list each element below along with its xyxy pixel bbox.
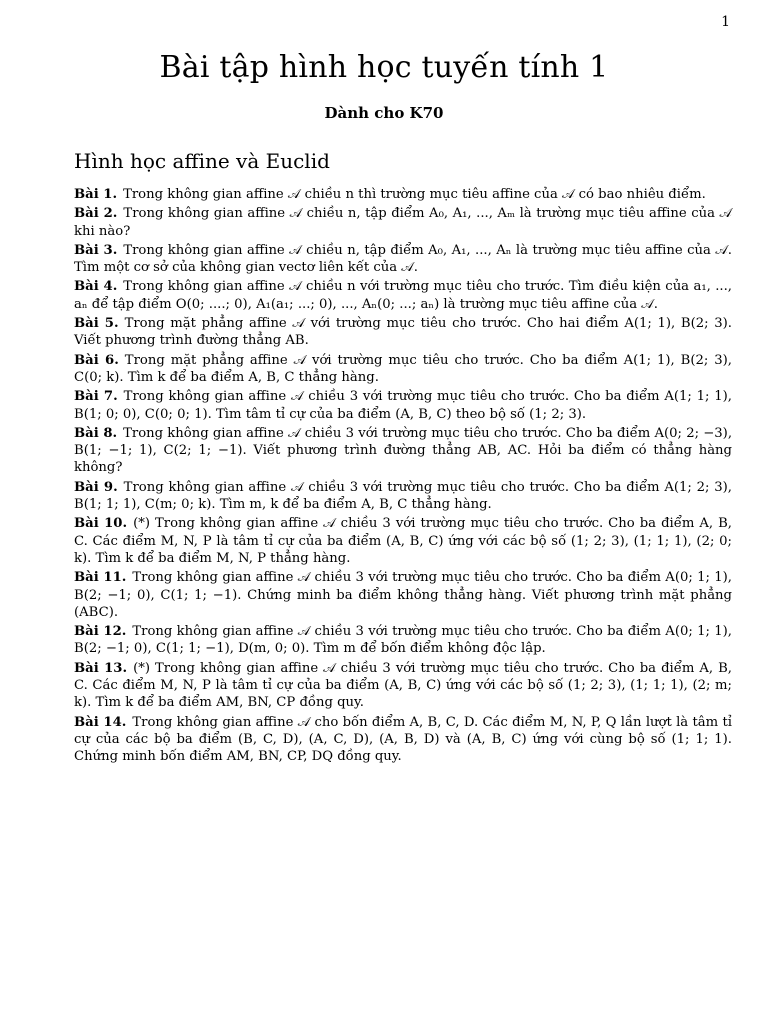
page-number: 1 [721,14,730,30]
exercise-label: Bài 10. [74,516,128,532]
exercise-label: Bài 8. [74,425,118,441]
exercise-item [74,278,732,313]
exercise-text: Trong không gian affine 𝒜 chiều n, tập điểm A₀, A₁, ..., Aₙ là trường mục tiêu affine của 𝒜. Tìm một cơ sở của không gian vectơ liên kết của 𝒜. [74,242,732,276]
exercise-text: Trong không gian affine 𝒜 cho bốn điểm A, B, C, D. Các điểm M, N, P, Q lần lượt là tâm tỉ cự của các bộ ba điểm (B, C, D), (A, C, D), (A, B, D) và (A, B, C) ứng với cùng bộ số (1; 1; 1). Chứng minh bốn điểm AM, BN, CP, DQ đồng quy. [74,714,732,765]
exercise-item [74,205,732,240]
exercise-item [74,623,732,658]
exercise-label: Bài 13. [74,660,128,676]
exercise-item [74,242,732,277]
exercise-item [74,660,732,712]
exercise-item [74,515,732,567]
exercise-label: Bài 6. [74,352,119,368]
exercise-item [74,315,732,350]
document-title: Bài tập hình học tuyến tính 1 [159,50,609,85]
exercise-list [74,186,732,768]
exercise-label: Bài 1. [74,187,118,202]
exercise-item [74,714,732,766]
exercise-text: Trong không gian affine 𝒜 chiều 3 với trường mục tiêu cho trước. Cho ba điểm A(0; 2; −3), B(1; −1; 1), C(2; 1; −1). Viết phương trình đường thẳng AB, AC. Hỏi ba điểm có thẳng hàng không? [74,425,733,476]
exercise-text: Trong không gian affine 𝒜 chiều n với trường mục tiêu cho trước. Tìm điều kiện của a₁, ..., aₙ để tập điểm O(0; ....; 0), A₁(a₁; ...; 0), ..., Aₙ(0; ...; aₙ) là trường mục tiêu affine của 𝒜. [74,279,733,312]
exercise-text: (*) Trong không gian affine 𝒜 chiều 3 với trường mục tiêu cho trước. Cho ba điểm A, B, C. Các điểm M, N, P là tâm tỉ cự của ba điểm (A, B, C) ứng với các bộ số (1; 2; 3), (1; 1; 1), (2; m; k). Tìm k để ba điểm AM, BN, CP đồng quy. [74,660,732,711]
exercise-text: Trong không gian affine 𝒜 chiều 3 với trường mục tiêu cho trước. Cho ba điểm A(1; 2; 3), B(1; 1; 1), C(m; 0; k). Tìm m, k để ba điểm A, B, C thẳng hàng. [74,479,733,513]
exercise-text: (*) Trong không gian affine 𝒜 chiều 3 với trường mục tiêu cho trước. Cho ba điểm A, B, C. Các điểm M, N, P là tâm tỉ cự của ba điểm (A, B, C) ứng với các bộ số (1; 2; 3), (1; 1; 1), (2; 0; k). Tìm k để ba điểm M, N, P thẳng hàng. [74,516,732,566]
exercise-item [74,479,732,514]
exercise-item [74,352,732,387]
exercise-label: Bài 3. [74,242,118,258]
exercise-label: Bài 12. [74,624,127,640]
exercise-label: Bài 5. [74,316,119,332]
exercise-item [74,425,732,477]
exercise-text: Trong không gian affine 𝒜 chiều 3 với trường mục tiêu cho trước. Cho ba điểm A(0; 1; 1), B(2; −1; 0), C(1; 1; −1), D(m, 0; 0). Tìm m để bốn điểm không độc lập. [74,624,732,657]
exercise-item [74,569,732,621]
exercise-label: Bài 2. [74,206,118,222]
exercise-item [74,186,732,203]
exercise-label: Bài 11. [74,570,127,586]
exercise-text: Trong không gian affine 𝒜 chiều n, tập điểm A₀, A₁, ..., Aₘ là trường mục tiêu affine của 𝒜 khi nào? [74,206,732,239]
section-title: Hình học affine và Euclid [74,149,330,173]
exercise-item [74,388,732,423]
exercise-text: Trong mặt phẳng affine 𝒜 với trường mục tiêu cho trước. Cho ba điểm A(1; 1), B(2; 3), C(0; k). Tìm k để ba điểm A, B, C thẳng hàng. [74,352,732,385]
exercise-text: Trong không gian affine 𝒜 chiều n thì trường mục tiêu affine của 𝒜 có bao nhiêu điểm. [123,187,706,202]
exercise-text: Trong không gian affine 𝒜 chiều 3 với trường mục tiêu cho trước. Cho ba điểm A(1; 1; 1), B(1; 0; 0), C(0; 0; 1). Tìm tâm tỉ cự của ba điểm (A, B, C) theo bộ số (1; 2; 3). [74,389,733,422]
exercise-label: Bài 9. [74,479,118,495]
document-subtitle: Dành cho K70 [324,104,444,122]
exercise-label: Bài 14. [74,714,127,730]
exercise-text: Trong không gian affine 𝒜 chiều 3 với trường mục tiêu cho trước. Cho ba điểm A(0; 1; 1), B(2; −1; 0), C(1; 1; −1). Chứng minh ba điểm không thẳng hàng. Viết phương trình mặt phẳng (ABC). [74,570,732,620]
exercise-label: Bài 4. [74,279,118,295]
exercise-label: Bài 7. [74,389,118,405]
exercise-text: Trong mặt phẳng affine 𝒜 với trường mục tiêu cho trước. Cho hai điểm A(1; 1), B(2; 3). Viết phương trình đường thẳng AB. [74,316,732,349]
